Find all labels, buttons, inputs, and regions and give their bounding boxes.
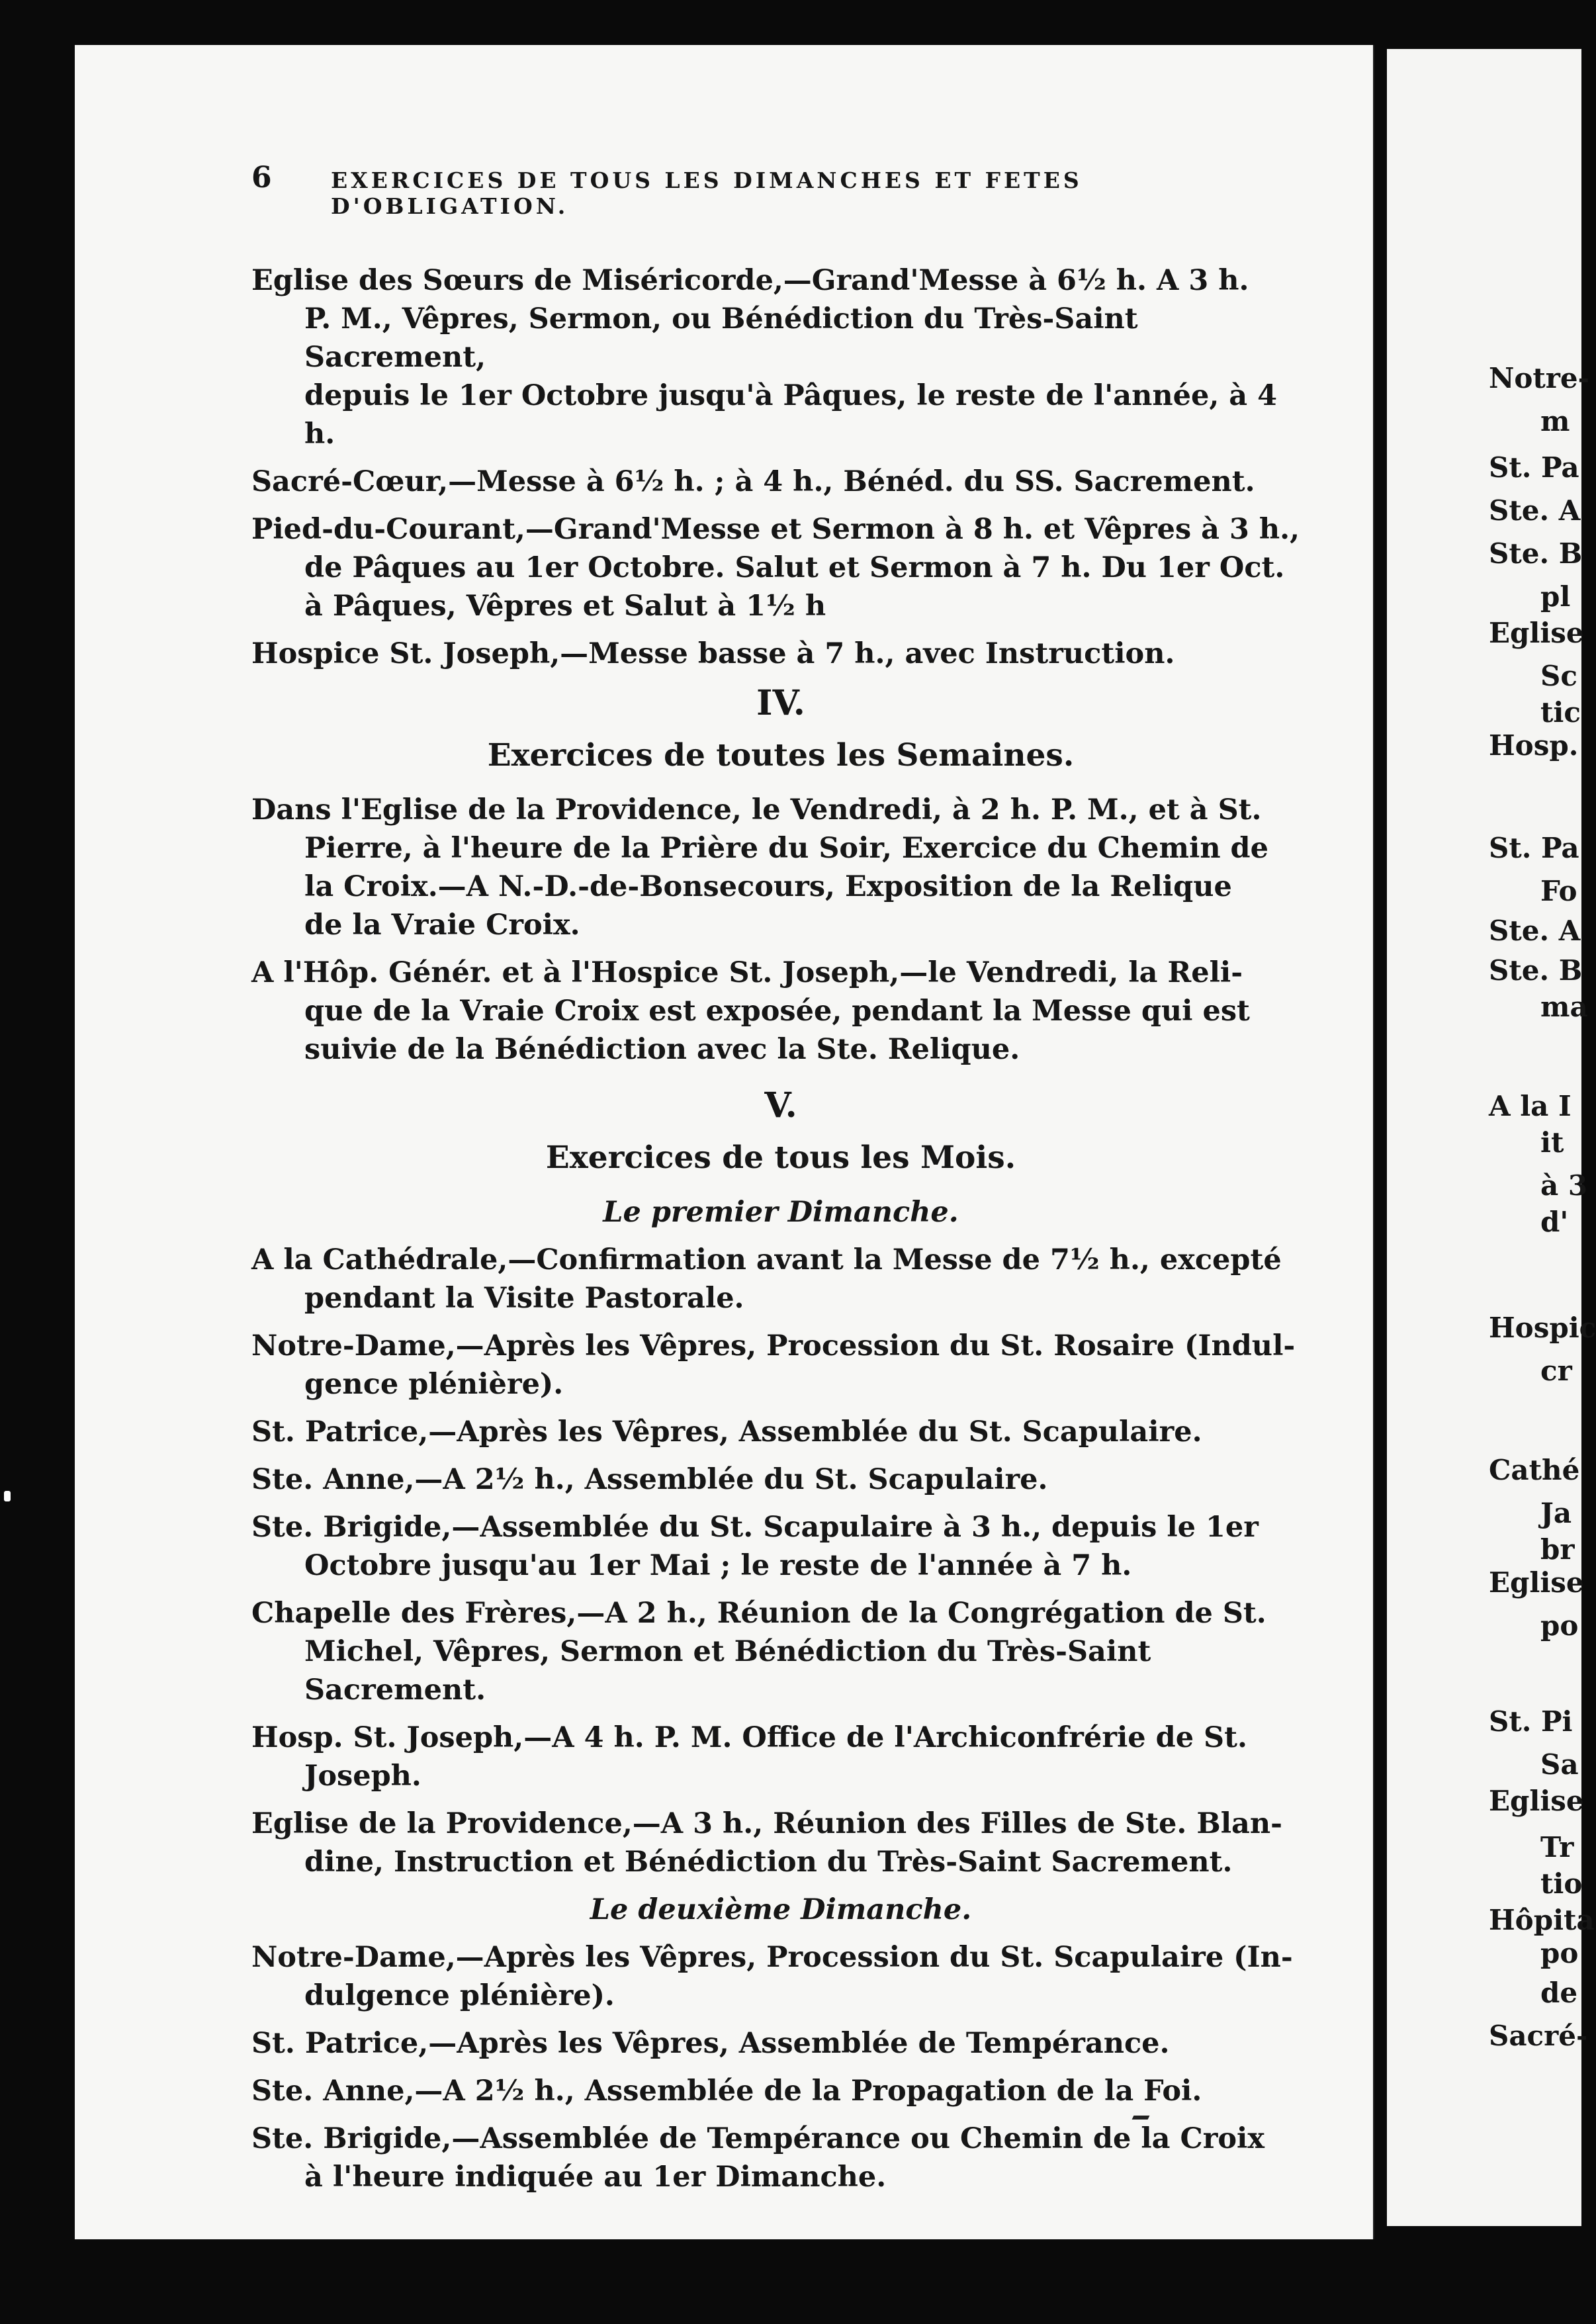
facing-page-fragment: Ste. A: [1489, 915, 1581, 947]
section-iv-title: Exercices de toutes les Semaines.: [487, 737, 1075, 774]
entry-line: Ste. Anne,—A 2½ h., Assemblée de la Propagation de la Foi.: [251, 2075, 1202, 2108]
top-entries: [251, 261, 1310, 673]
facing-page-fragment: A la I: [1489, 1090, 1572, 1122]
facing-page-fragment: Hospic: [1489, 1312, 1596, 1344]
facing-page-fragment: Sa: [1540, 1748, 1579, 1781]
entry-line: à l'heure indiquée au 1er Dimanche.: [304, 2161, 887, 2194]
entry-line: la Croix.—A N.-D.-de-Bonsecours, Exposition de la Relique: [304, 870, 1232, 903]
facing-page-fragment: ma: [1540, 991, 1588, 1023]
entry-line: suivie de la Bénédiction avec la Ste. Relique.: [304, 1033, 1020, 1066]
page-body: [251, 261, 1310, 2206]
entry: [251, 1327, 1310, 1404]
entry: [251, 791, 1310, 944]
entry: [251, 635, 1310, 673]
section-iv-entries: [251, 791, 1310, 1069]
subheading-deuxieme-dimanche: Le deuxième Dimanche.: [590, 1893, 972, 1926]
facing-page-fragment: d': [1540, 1206, 1569, 1238]
entry-line: Ste. Anne,—A 2½ h., Assemblée du St. Scapulaire.: [251, 1463, 1048, 1496]
entry: [251, 2024, 1310, 2063]
entry: [251, 463, 1310, 501]
facing-page-fragment: Eglise: [1489, 617, 1584, 649]
entry: [251, 1938, 1310, 2015]
subheading-premier-dimanche: Le premier Dimanche.: [603, 1196, 959, 1229]
facing-page-fragment: m: [1540, 405, 1570, 437]
facing-page-fragment: po: [1540, 1937, 1579, 1969]
section-v-number: V.: [764, 1085, 797, 1126]
facing-page-fragment: tic: [1540, 696, 1581, 729]
entry-line: Eglise des Sœurs de Miséricorde,—Grand'Messe à 6½ h. A 3 h.: [251, 264, 1249, 297]
facing-page-fragment: Eglise: [1489, 1785, 1584, 1817]
entry: [251, 1594, 1310, 1709]
entry-line: dine, Instruction et Bénédiction du Très-Saint Sacrement.: [304, 1846, 1233, 1879]
entry-line: St. Patrice,—Après les Vêpres, Assemblée du St. Scapulaire.: [251, 1415, 1202, 1449]
entry: [251, 1719, 1310, 1795]
facing-page-fragment: cr: [1540, 1355, 1572, 1387]
speck: [4, 1491, 11, 1501]
facing-page-fragment: St. Pi: [1489, 1705, 1573, 1738]
entry-line: Chapelle des Frères,—A 2 h., Réunion de la Congrégation de St.: [251, 1597, 1266, 1630]
facing-page-fragment: à 3: [1540, 1169, 1588, 1202]
section-iv-number: IV.: [756, 683, 805, 723]
facing-page-fragment: de: [1540, 1977, 1578, 2009]
entry-line: Pierre, à l'heure de la Prière du Soir, Exercice du Chemin de: [304, 832, 1268, 865]
facing-page-fragment: Sc: [1540, 660, 1577, 692]
entry: [251, 2120, 1310, 2196]
facing-page-fragment: Ja: [1540, 1497, 1572, 1529]
facing-page-fragment: Ste. B: [1489, 537, 1583, 570]
facing-page-fragment: po: [1540, 1609, 1579, 1642]
entry-line: depuis le 1er Octobre jusqu'à Pâques, le reste de l'année, à 4 h.: [304, 379, 1278, 451]
premier-dimanche-entries: [251, 1241, 1310, 1881]
entry-line: Eglise de la Providence,—A 3 h., Réunion des Filles de Ste. Blan-: [251, 1807, 1282, 1840]
entry-line: dulgence plénière).: [304, 1979, 615, 2012]
facing-page-fragment: Tr: [1540, 1831, 1574, 1863]
entry: [251, 2072, 1310, 2110]
entry-line: Notre-Dame,—Après les Vêpres, Procession du St. Scapulaire (In-: [251, 1941, 1293, 1974]
entry: [251, 1460, 1310, 1499]
facing-page-fragment: tio: [1540, 1867, 1583, 1900]
entry: [251, 1508, 1310, 1585]
entry-line: Hospice St. Joseph,—Messe basse à 7 h., avec Instruction.: [251, 637, 1175, 670]
facing-page-fragment: St. Pa: [1489, 832, 1579, 864]
facing-page-fragment: Sacré-: [1489, 2020, 1588, 2052]
entry-line: gence plénière).: [304, 1368, 564, 1401]
page-number: 6: [251, 161, 272, 195]
entry: [251, 1805, 1310, 1881]
entry-line: Hosp. St. Joseph,—A 4 h. P. M. Office de l'Archiconfrérie de St.: [251, 1721, 1247, 1754]
facing-page-fragment: Cathé: [1489, 1454, 1580, 1486]
entry-line: de Pâques au 1er Octobre. Salut et Sermon à 7 h. Du 1er Oct.: [304, 551, 1285, 584]
entry-line: A l'Hôp. Génér. et à l'Hospice St. Joseph,—le Vendredi, la Reli-: [251, 956, 1243, 989]
entry-line: A la Cathédrale,—Confirmation avant la Messe de 7½ h., excepté: [251, 1243, 1282, 1276]
entry-line: St. Patrice,—Après les Vêpres, Assemblée de Tempérance.: [251, 2027, 1170, 2060]
facing-page: [1387, 49, 1596, 2226]
entry-line: Ste. Brigide,—Assemblée du St. Scapulaire à 3 h., depuis le 1er: [251, 1511, 1259, 1544]
section-v-title: Exercices de tous les Mois.: [545, 1140, 1016, 1176]
printer-mark: [1132, 2116, 1150, 2120]
entry-line: P. M., Vêpres, Sermon, ou Bénédiction du Très-Saint Sacrement,: [304, 302, 1138, 374]
facing-page-fragment: Hosp.: [1489, 729, 1579, 762]
entry-line: de la Vraie Croix.: [304, 909, 580, 942]
entry-line: Joseph.: [304, 1760, 421, 1793]
entry-line: à Pâques, Vêpres et Salut à 1½ h: [304, 590, 826, 623]
facing-page-fragment: St. Pa: [1489, 451, 1579, 484]
entry-line: Ste. Brigide,—Assemblée de Tempérance ou Chemin de la Croix: [251, 2122, 1265, 2155]
facing-page-fragment: pl: [1540, 580, 1571, 613]
facing-page-fragment: it: [1540, 1126, 1564, 1159]
entry-line: pendant la Visite Pastorale.: [304, 1282, 744, 1315]
entry-line: Dans l'Eglise de la Providence, le Vendredi, à 2 h. P. M., et à St.: [251, 793, 1262, 827]
entry-line: Pied-du-Courant,—Grand'Messe et Sermon à 8 h. et Vêpres à 3 h.,: [251, 513, 1300, 546]
deuxieme-dimanche-entries: [251, 1938, 1310, 2196]
running-header: [251, 161, 1310, 220]
entry: [251, 510, 1310, 625]
entry: [251, 954, 1310, 1069]
facing-page-fragment: Ste. B: [1489, 954, 1583, 987]
running-head-title: EXERCICES DE TOUS LES DIMANCHES ET FETES D'OBLIGATION.: [331, 167, 1083, 219]
entry-line: Notre-Dame,—Après les Vêpres, Procession du St. Rosaire (Indul-: [251, 1329, 1296, 1363]
entry-line: Sacré-Cœur,—Messe à 6½ h. ; à 4 h., Bénéd. du SS. Sacrement.: [251, 465, 1255, 498]
facing-page-fragment: Notre-: [1489, 362, 1590, 394]
entry-line: Octobre jusqu'au 1er Mai ; le reste de l'année à 7 h.: [304, 1549, 1132, 1582]
entry: [251, 1241, 1310, 1318]
entry-line: que de la Vraie Croix est exposée, pendant la Messe qui est: [304, 995, 1250, 1028]
entry-line: Michel, Vêpres, Sermon et Bénédiction du Très-Saint Sacrement.: [304, 1635, 1151, 1707]
facing-page-fragment: Ste. A: [1489, 494, 1581, 527]
entry: [251, 1413, 1310, 1451]
entry: [251, 261, 1310, 453]
facing-page-fragment: Hôpita: [1489, 1904, 1595, 1936]
facing-page-fragment: br: [1540, 1533, 1575, 1566]
facing-page-fragment: Fo: [1540, 875, 1577, 907]
facing-page-fragment: Eglise: [1489, 1566, 1584, 1599]
